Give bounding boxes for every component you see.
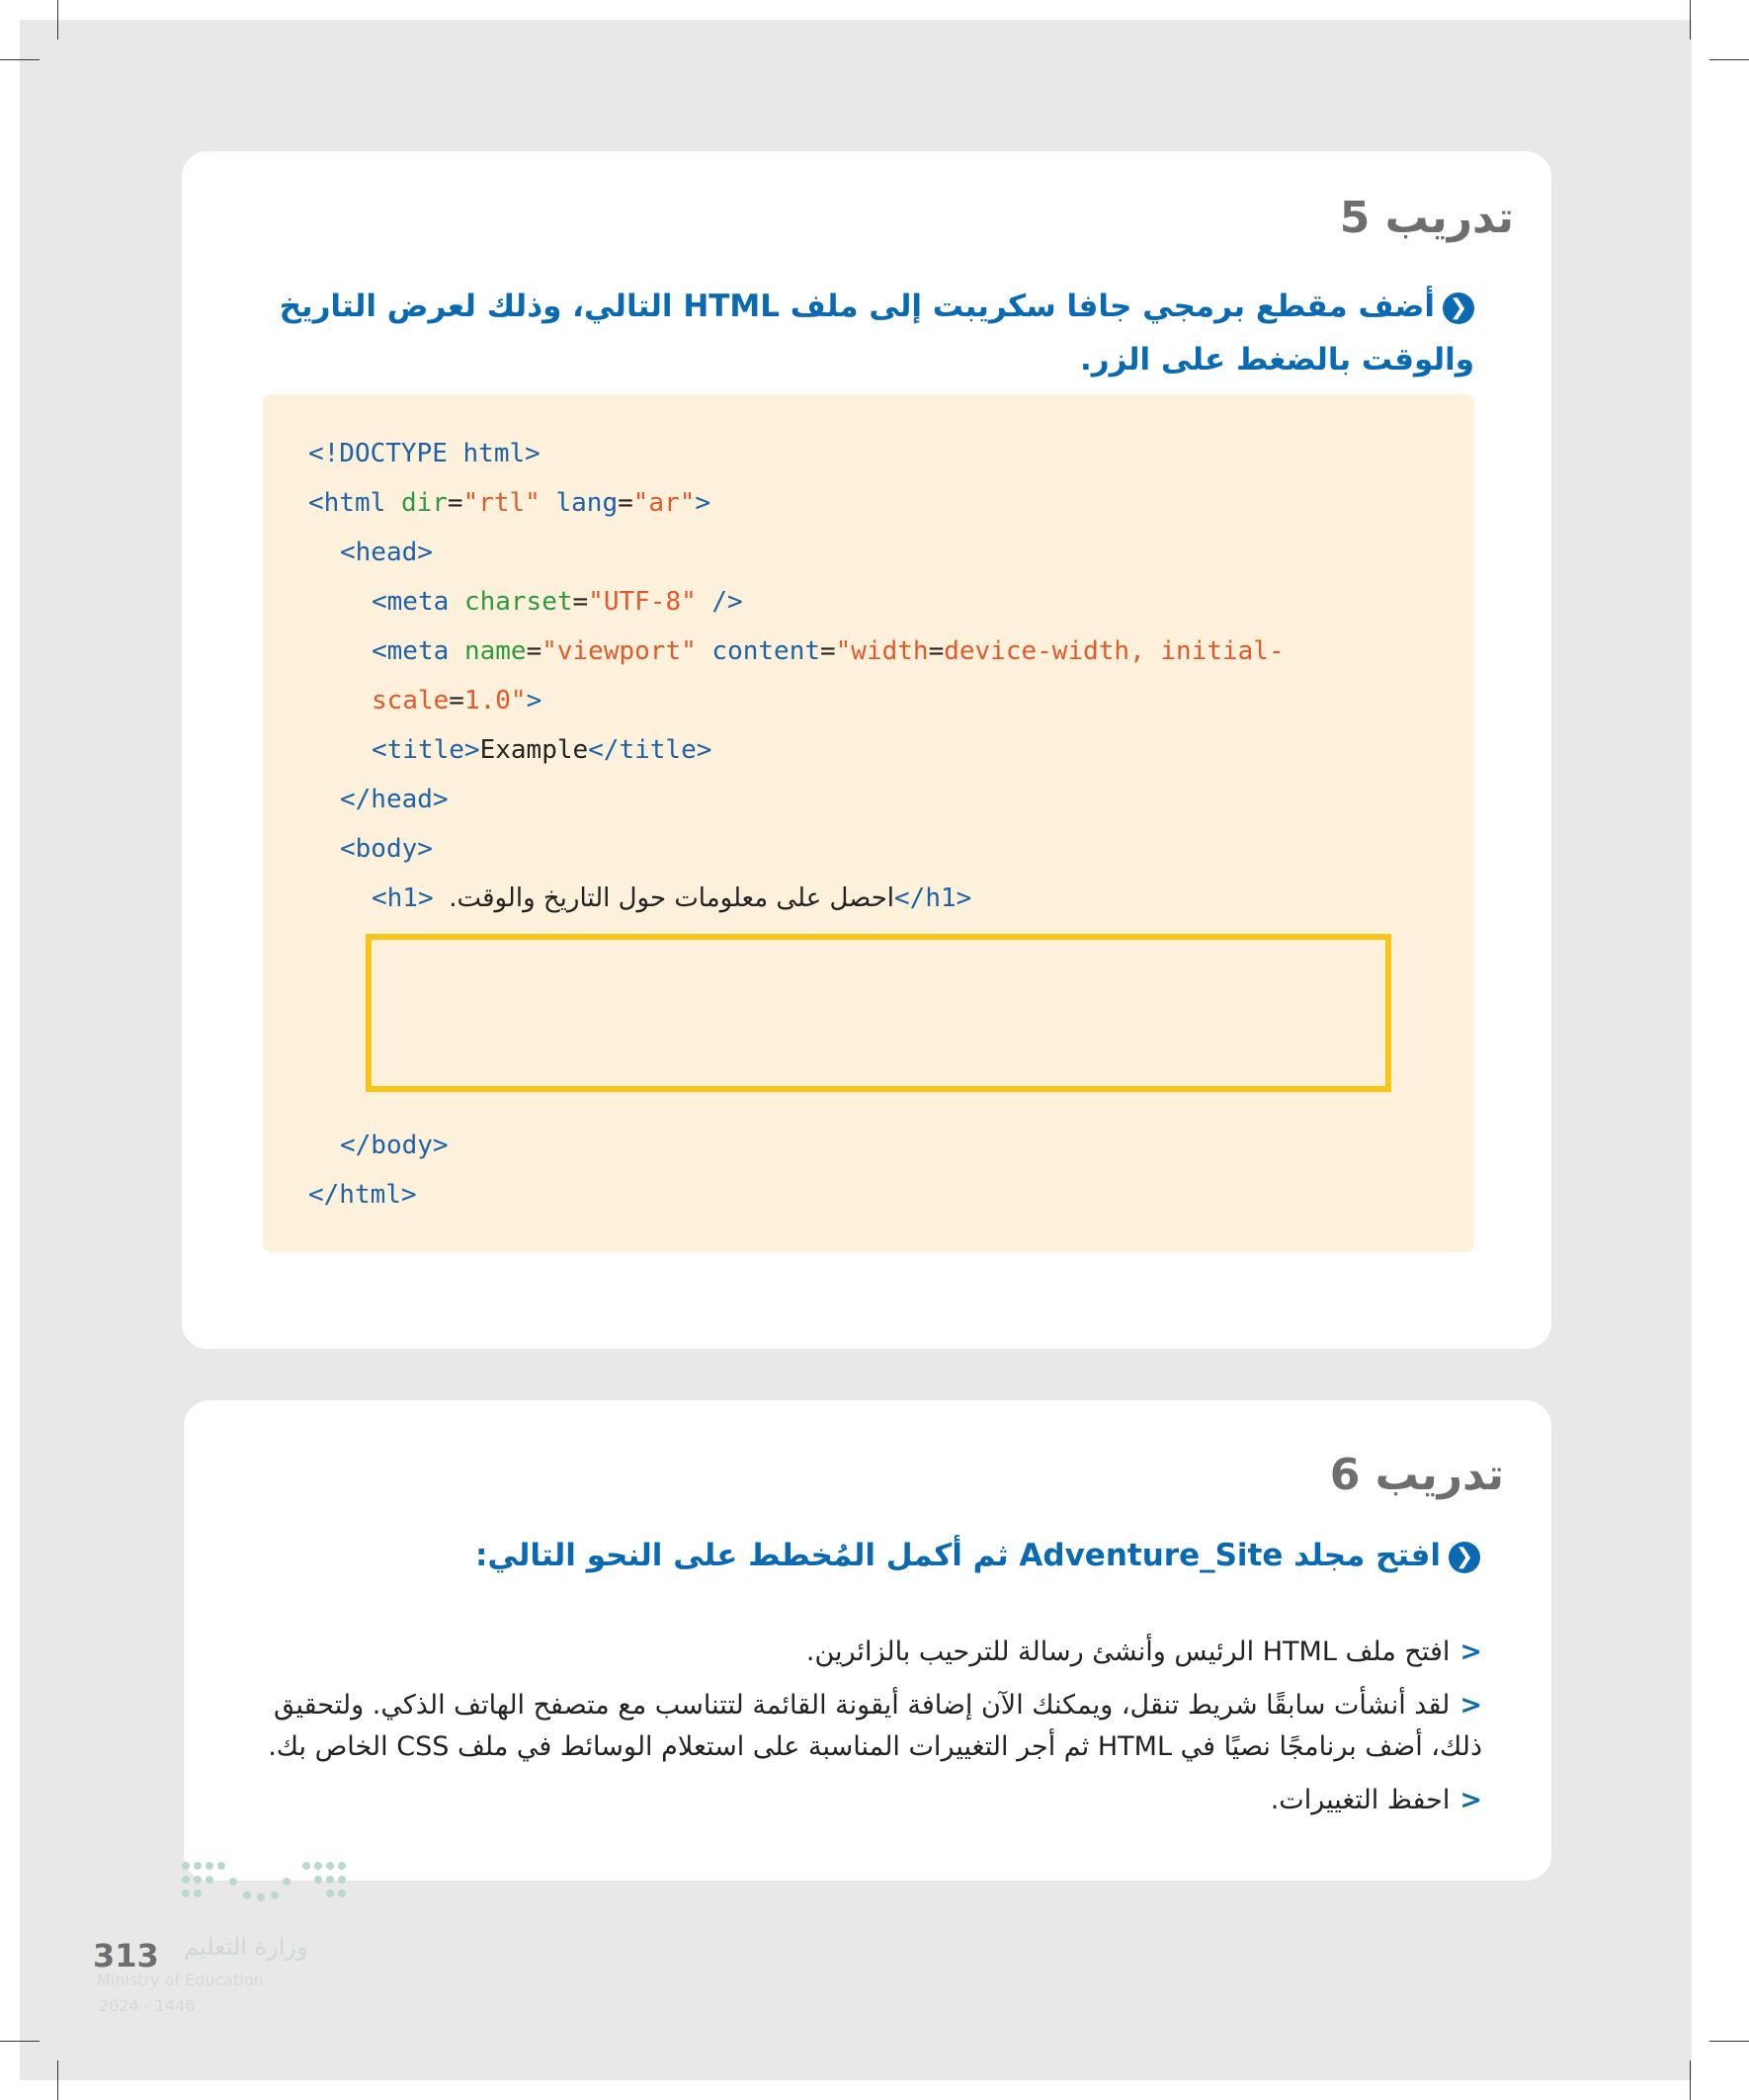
crop-mark — [1709, 59, 1749, 60]
code-token: "viewport" — [541, 636, 697, 666]
code-line — [372, 879, 971, 918]
exercise-6-card — [184, 1400, 1551, 1881]
code-token: "UTF-8" — [588, 587, 697, 617]
chevron-left-circle-icon: ❮ — [1443, 293, 1474, 324]
ministry-year: 2024 - 1446 — [99, 1996, 196, 2015]
code-line: scale=1.0"> — [372, 686, 542, 715]
code-token: <body> — [340, 834, 433, 864]
code-token: <html — [308, 488, 386, 518]
step-text: احفظ التغييرات. — [1270, 1785, 1451, 1815]
code-token: </h1> — [894, 883, 972, 913]
exercise-5-task-text: أضف مقطع برمجي جافا سكريبت إلى ملف HTML التالي، وذلك لعرض التاريخ والوقت بالضغط على الزر. — [279, 289, 1474, 378]
code-token: charset — [463, 587, 573, 617]
code-token: <!DOCTYPE html> — [308, 439, 541, 468]
code-line — [372, 730, 711, 770]
code-token: <head> — [340, 538, 433, 567]
page-number: 313 — [93, 1937, 159, 1974]
code-token: Example — [479, 735, 589, 765]
code-token: احصل على معلومات حول التاريخ والوقت. — [449, 883, 895, 913]
code-token: <meta — [372, 587, 450, 617]
code-token: > — [695, 488, 711, 518]
code-token: > — [526, 686, 542, 715]
code-line — [308, 434, 541, 473]
code-line — [340, 533, 433, 572]
code-token: "ar" — [632, 488, 696, 518]
code-line — [308, 1175, 417, 1215]
exercise-6-title: تدريب 6 — [1329, 1450, 1504, 1500]
code-line: <meta charset="UTF-8" /> — [372, 587, 743, 617]
code-token: dir — [400, 488, 448, 518]
code-token: /> — [711, 587, 743, 617]
code-token: <h1> — [372, 883, 434, 913]
ministry-name-ar: وزارة التعليم — [184, 1933, 308, 1961]
code-token: 1.0" — [463, 686, 527, 715]
crop-mark — [57, 0, 58, 40]
code-line: <meta name="viewport" content="width=device-width, initial- — [372, 636, 1285, 666]
code-token: <title> — [372, 735, 480, 765]
exercise-6-task — [255, 1529, 1480, 1582]
step-item — [223, 1632, 1482, 1673]
exercise-5-task — [259, 280, 1474, 386]
code-token: "rtl" — [462, 488, 541, 518]
step-text: لقد أنشأت سابقًا شريط تنقل، ويمكنك الآن إضافة أيقونة القائمة لتتناسب مع متصفح الهاتف الذكي. ولتحقيق ذلك، أضف برنامجًا نصيًا في HTML ثم أجر التغييرات المناسبة على استعلام الوسائط في ملف CSS الخاص بك. — [268, 1690, 1482, 1762]
code-token: </head> — [340, 785, 449, 814]
code-token: "width — [835, 636, 929, 666]
code-line — [340, 780, 449, 819]
crop-mark — [1709, 2041, 1749, 2042]
code-line — [340, 829, 433, 869]
code-token: scale — [372, 686, 450, 715]
code-token: </html> — [308, 1180, 417, 1210]
code-block — [263, 394, 1474, 1252]
code-token: </title> — [588, 735, 712, 765]
chevron-left-icon: < — [1459, 1785, 1482, 1815]
crop-mark — [1690, 2060, 1691, 2100]
exercise-5-title: تدريب 5 — [1339, 193, 1514, 243]
code-token: device-width, initial- — [944, 636, 1285, 666]
code-token: content — [711, 636, 820, 666]
code-line: <html dir="rtl" lang="ar"> — [308, 488, 711, 518]
ministry-name-en: Ministry of Education — [97, 1971, 264, 1989]
code-token: lang — [555, 488, 619, 518]
crop-mark — [0, 59, 40, 60]
step-item — [223, 1685, 1482, 1768]
ministry-logo — [178, 1858, 356, 1907]
crop-mark — [0, 2041, 40, 2042]
code-token: </body> — [340, 1131, 449, 1160]
chevron-left-icon: < — [1459, 1690, 1482, 1721]
answer-box[interactable] — [366, 934, 1391, 1092]
code-line — [340, 1126, 449, 1165]
chevron-left-circle-icon: ❮ — [1449, 1542, 1480, 1573]
step-item — [223, 1780, 1482, 1821]
code-token: name — [463, 636, 527, 666]
code-token: <meta — [372, 636, 450, 666]
crop-mark — [1690, 0, 1691, 40]
chevron-left-icon: < — [1459, 1637, 1482, 1667]
exercise-6-task-text: افتح مجلد Adventure_Site ثم أكمل المُخطط على النحو التالي: — [474, 1538, 1441, 1573]
step-text: افتح ملف HTML الرئيس وأنشئ رسالة للترحيب بالزائرين. — [805, 1637, 1451, 1667]
exercise-5-card — [182, 151, 1551, 1349]
crop-mark — [57, 2060, 58, 2100]
